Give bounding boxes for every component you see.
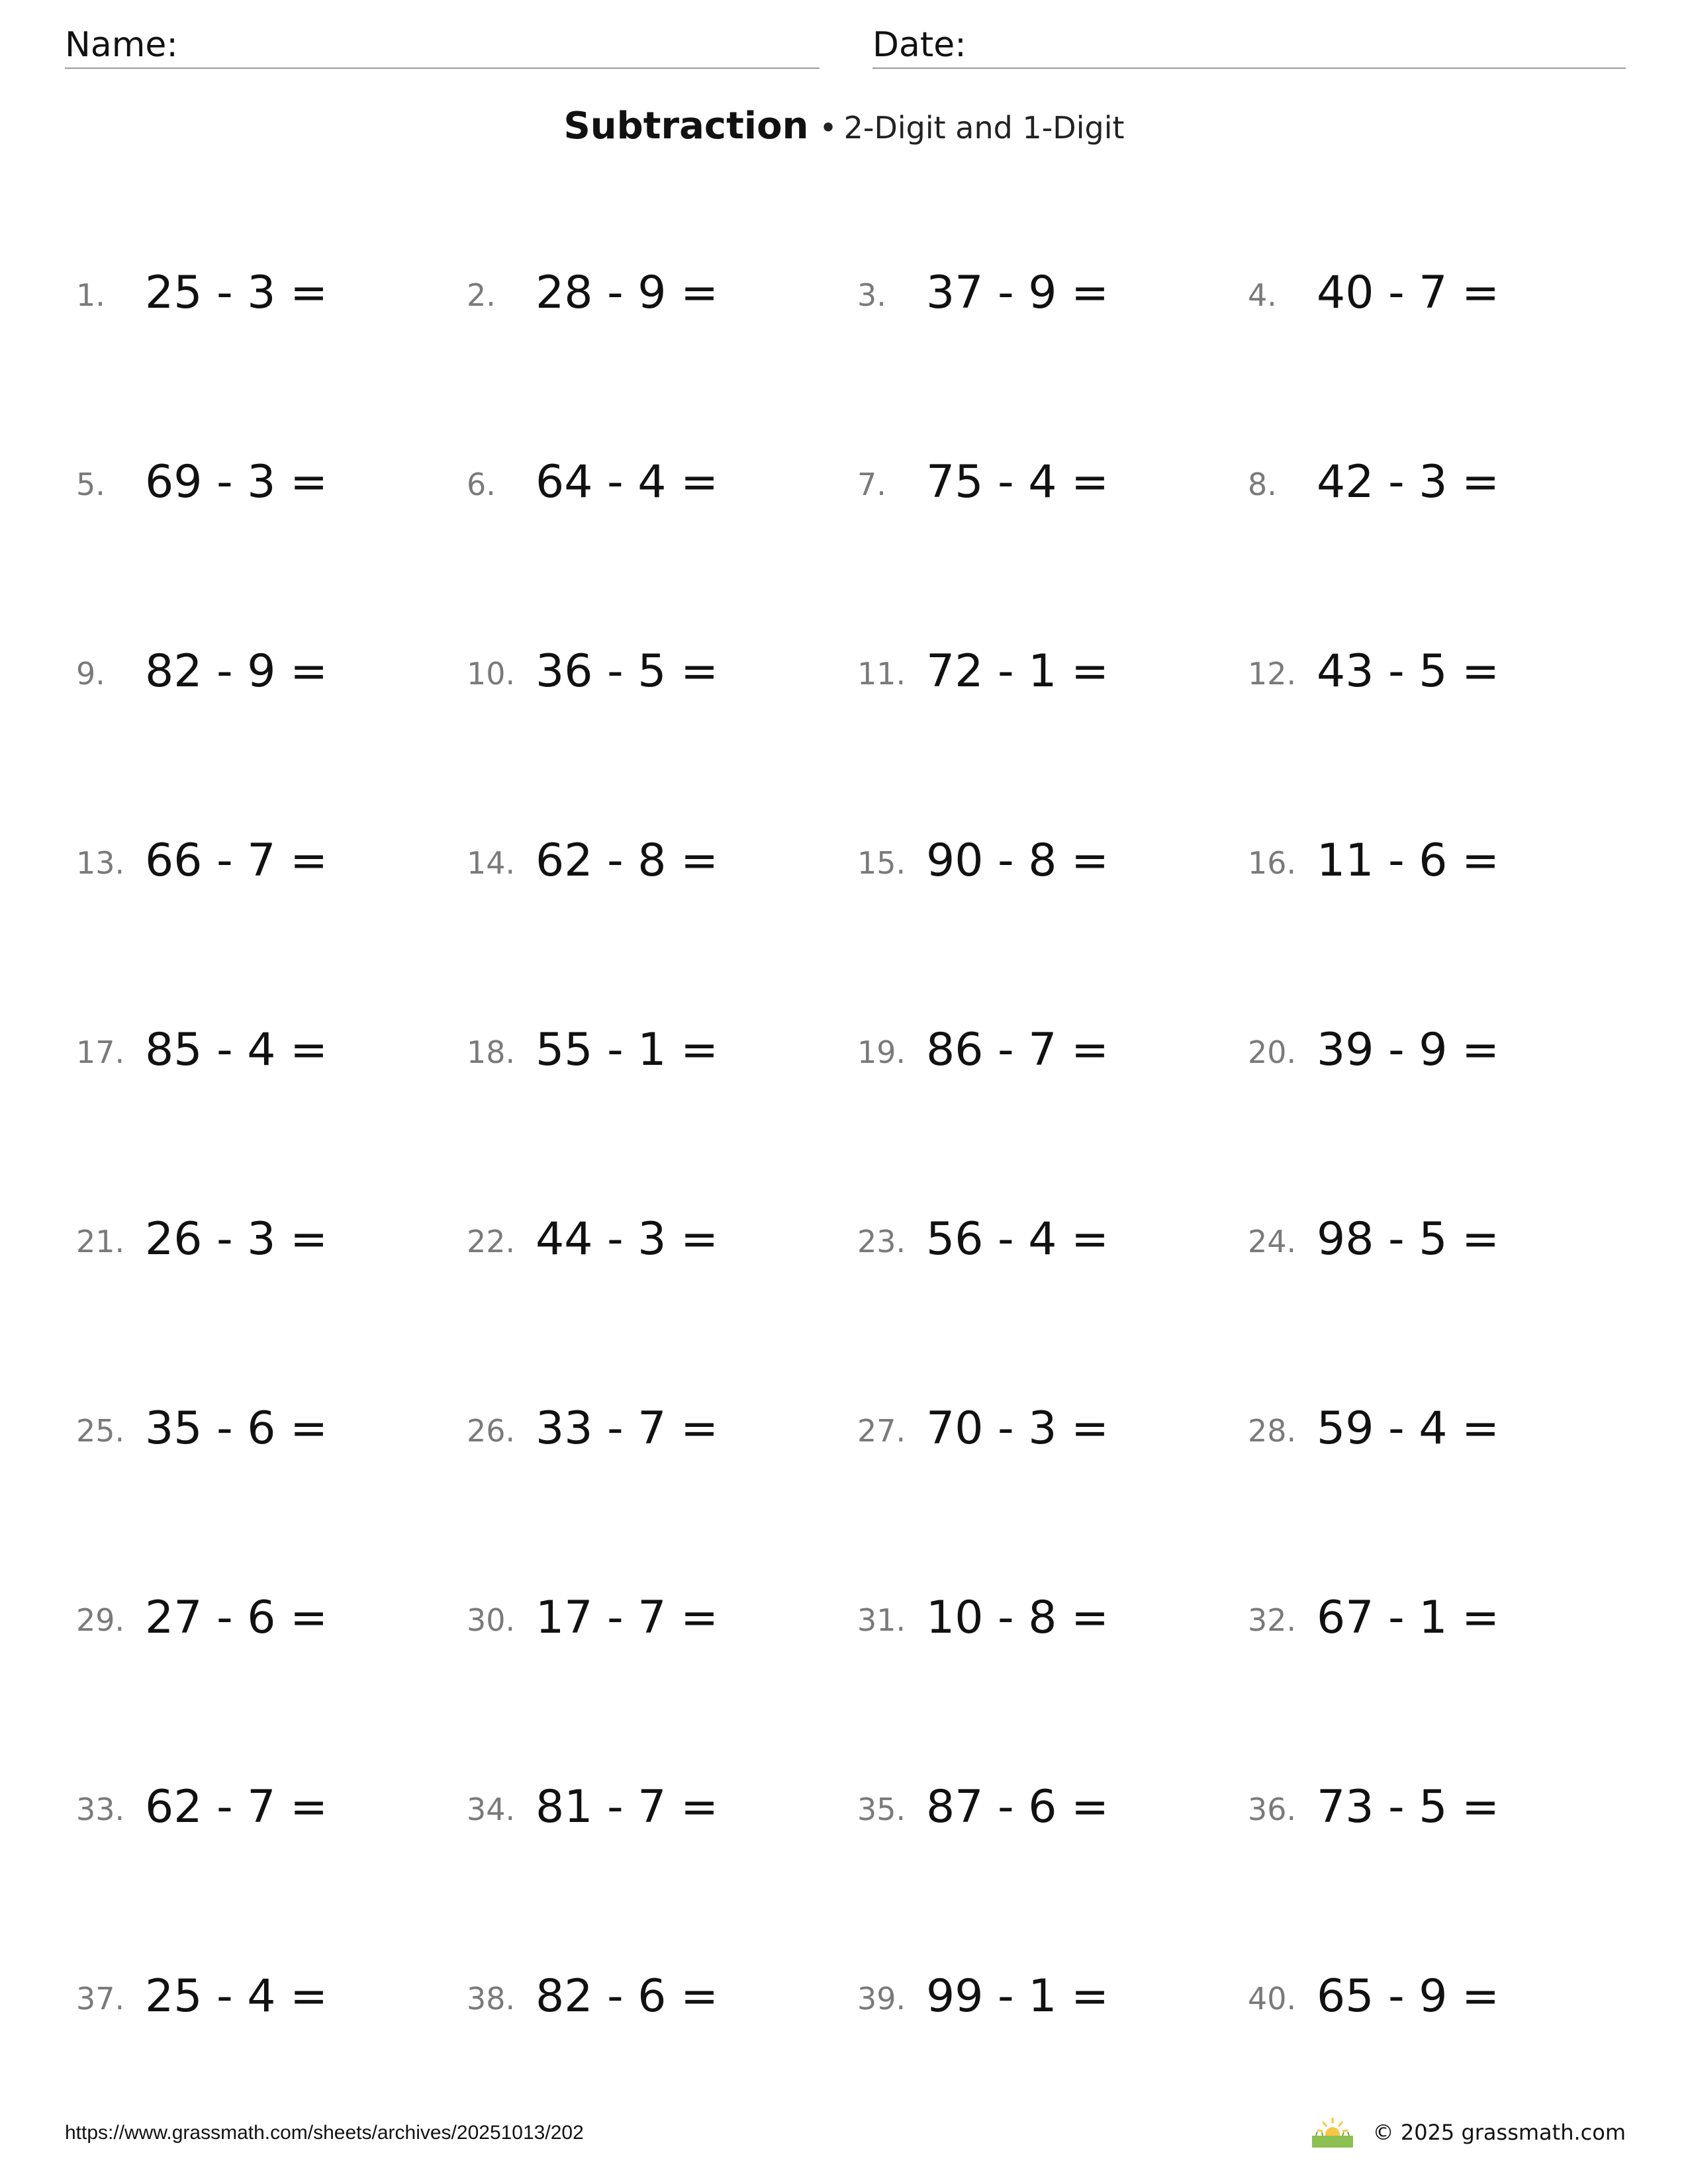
footer-url: https://www.grassmath.com/sheets/archives/20251013/202 [65, 2122, 584, 2144]
footer-copyright: © 2025 grassmath.com [1372, 2120, 1626, 2145]
problem-number: 24. [1248, 1224, 1297, 1259]
problem-number: 16. [1248, 845, 1297, 881]
problem-number: 32. [1248, 1602, 1297, 1638]
problem-expression: 28 - 9 = [536, 267, 719, 319]
title-main: Subtraction [563, 105, 809, 148]
problem-item [1248, 796, 1638, 985]
problem-item [467, 1932, 857, 2121]
problem-item [857, 607, 1248, 796]
problem-expression: 17 - 7 = [536, 1592, 719, 1644]
problem-item [76, 985, 467, 1175]
problem-number: 15. [857, 845, 906, 881]
problem-item [857, 228, 1248, 418]
problem-number: 27. [857, 1413, 906, 1449]
problem-item [857, 1553, 1248, 1743]
problem-number: 8. [1248, 467, 1277, 502]
problem-item [467, 228, 857, 418]
problem-expression: 10 - 8 = [926, 1592, 1109, 1644]
problem-expression: 40 - 7 = [1317, 267, 1500, 319]
problem-item [1248, 607, 1638, 796]
problem-number: 36. [1248, 1792, 1297, 1827]
problem-item [1248, 985, 1638, 1175]
problem-number: 6. [467, 467, 496, 502]
worksheet-title [0, 105, 1688, 148]
problem-expression: 42 - 3 = [1317, 456, 1500, 508]
problem-expression: 11 - 6 = [1317, 835, 1500, 887]
problem-expression: 36 - 5 = [536, 645, 719, 698]
problem-expression: 82 - 6 = [536, 1970, 719, 2023]
problem-number: 2. [467, 277, 496, 313]
problem-item [1248, 1364, 1638, 1553]
problem-expression: 64 - 4 = [536, 456, 719, 508]
grass-sun-logo-icon [1309, 2116, 1356, 2149]
problem-expression: 70 - 3 = [926, 1402, 1109, 1455]
problem-expression: 56 - 4 = [926, 1213, 1109, 1265]
problem-number: 10. [467, 656, 516, 692]
problem-number: 11. [857, 656, 906, 692]
problem-item [467, 1175, 857, 1364]
problem-item [1248, 1932, 1638, 2121]
name-label: Name: [65, 25, 178, 65]
problem-number: 20. [1248, 1034, 1297, 1070]
problem-item [467, 985, 857, 1175]
problem-expression: 43 - 5 = [1317, 645, 1500, 698]
problem-number: 28. [1248, 1413, 1297, 1449]
problem-item [857, 1364, 1248, 1553]
problem-number: 29. [76, 1602, 125, 1638]
problem-number: 12. [1248, 656, 1297, 692]
problem-expression: 75 - 4 = [926, 456, 1109, 508]
date-field [872, 20, 1626, 69]
problem-item [857, 1932, 1248, 2121]
problem-item [1248, 1553, 1638, 1743]
problem-expression: 39 - 9 = [1317, 1024, 1500, 1076]
problem-number: 34. [467, 1792, 516, 1827]
problem-number: 4. [1248, 277, 1277, 313]
problem-expression: 85 - 4 = [145, 1024, 328, 1076]
problem-number: 38. [467, 1981, 516, 2017]
problem-expression: 25 - 3 = [145, 267, 328, 319]
problem-number: 21. [76, 1224, 125, 1259]
problem-number: 23. [857, 1224, 906, 1259]
problem-number: 14. [467, 845, 516, 881]
problem-number: 40. [1248, 1981, 1297, 2017]
problem-item [857, 1175, 1248, 1364]
problem-item [857, 796, 1248, 985]
problem-expression: 25 - 4 = [145, 1970, 328, 2023]
problem-number: 25. [76, 1413, 125, 1449]
problem-expression: 37 - 9 = [926, 267, 1109, 319]
problem-item [467, 1364, 857, 1553]
problem-item [76, 228, 467, 418]
title-subtitle: 2-Digit and 1-Digit [843, 110, 1125, 146]
problem-item [467, 796, 857, 985]
problem-expression: 87 - 6 = [926, 1781, 1109, 1833]
problem-number: 30. [467, 1602, 516, 1638]
problem-item [76, 1175, 467, 1364]
problem-item [76, 1932, 467, 2121]
problem-expression: 26 - 3 = [145, 1213, 328, 1265]
problem-expression: 72 - 1 = [926, 645, 1109, 698]
title-separator: • [819, 110, 837, 146]
problem-number: 9. [76, 656, 105, 692]
problem-number: 1. [76, 277, 105, 313]
problem-expression: 35 - 6 = [145, 1402, 328, 1455]
problem-expression: 27 - 6 = [145, 1592, 328, 1644]
problem-item [1248, 1175, 1638, 1364]
problem-number: 35. [857, 1792, 906, 1827]
problem-item [1248, 228, 1638, 418]
problem-number: 17. [76, 1034, 125, 1070]
problem-number: 31. [857, 1602, 906, 1638]
problem-number: 39. [857, 1981, 906, 2017]
problem-expression: 99 - 1 = [926, 1970, 1109, 2023]
problem-number: 13. [76, 845, 125, 881]
problem-item [1248, 1743, 1638, 1932]
problem-expression: 62 - 8 = [536, 835, 719, 887]
problem-number: 18. [467, 1034, 516, 1070]
problem-expression: 55 - 1 = [536, 1024, 719, 1076]
problem-expression: 59 - 4 = [1317, 1402, 1500, 1455]
problem-expression: 82 - 9 = [145, 645, 328, 698]
problem-expression: 69 - 3 = [145, 456, 328, 508]
problem-expression: 33 - 7 = [536, 1402, 719, 1455]
problem-expression: 44 - 3 = [536, 1213, 719, 1265]
problem-expression: 90 - 8 = [926, 835, 1109, 887]
name-field [65, 20, 820, 69]
problem-number: 5. [76, 467, 105, 502]
footer-brand [1309, 2113, 1626, 2152]
problem-number: 33. [76, 1792, 125, 1827]
problem-expression: 73 - 5 = [1317, 1781, 1500, 1833]
problem-number: 26. [467, 1413, 516, 1449]
problem-item [857, 1743, 1248, 1932]
problem-number: 7. [857, 467, 886, 502]
problem-expression: 67 - 1 = [1317, 1592, 1500, 1644]
problem-item [857, 985, 1248, 1175]
problem-item [467, 1743, 857, 1932]
date-label: Date: [872, 25, 966, 65]
problem-item [76, 607, 467, 796]
problem-expression: 66 - 7 = [145, 835, 328, 887]
problem-number: 37. [76, 1981, 125, 2017]
problem-item [76, 1364, 467, 1553]
problem-expression: 65 - 9 = [1317, 1970, 1500, 2023]
problem-item [467, 1553, 857, 1743]
problem-item [76, 418, 467, 607]
problem-grid [76, 228, 1638, 2121]
problem-item [467, 418, 857, 607]
problem-expression: 62 - 7 = [145, 1781, 328, 1833]
problem-item [1248, 418, 1638, 607]
problem-expression: 86 - 7 = [926, 1024, 1109, 1076]
problem-number: 22. [467, 1224, 516, 1259]
problem-number: 19. [857, 1034, 906, 1070]
problem-item [857, 418, 1248, 607]
problem-item [76, 796, 467, 985]
problem-item [76, 1553, 467, 1743]
problem-item [76, 1743, 467, 1932]
problem-number: 3. [857, 277, 886, 313]
problem-item [467, 607, 857, 796]
problem-expression: 81 - 7 = [536, 1781, 719, 1833]
problem-expression: 98 - 5 = [1317, 1213, 1500, 1265]
